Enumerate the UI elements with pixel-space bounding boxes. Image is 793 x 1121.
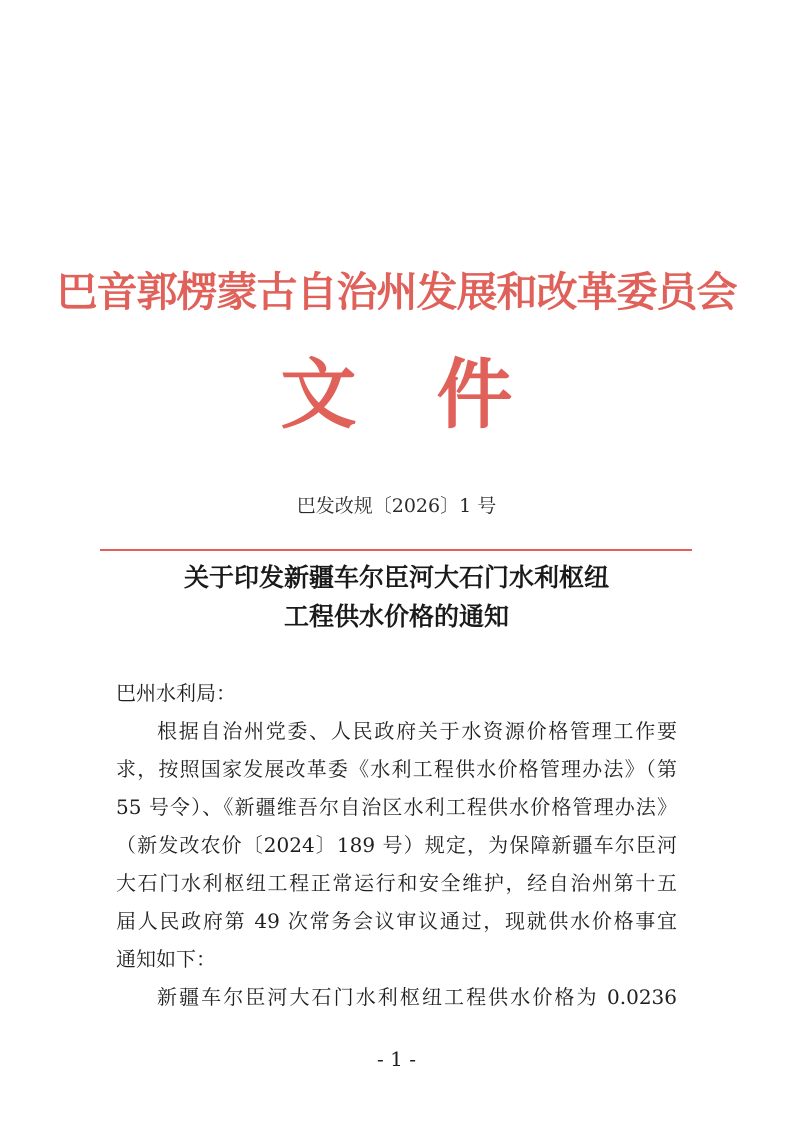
body-line: 届人民政府第 49 次常务会议审议通过，现就供水价格事宜: [116, 909, 677, 933]
issuing-organization: 巴音郭楞蒙古自治州发展和改革委员会: [56, 268, 737, 316]
body-line: （新发改农价〔2024〕189 号）规定，为保障新疆车尔臣河: [116, 833, 677, 857]
document-body: [116, 674, 677, 1016]
document-header-word: 文件: [280, 350, 593, 439]
page-number: - 1 -: [377, 1047, 416, 1071]
body-line: 新疆车尔臣河大石门水利枢纽工程供水价格为 0.0236: [157, 985, 677, 1009]
body-line: 求，按照国家发展改革委《水利工程供水价格管理办法》（第: [116, 757, 677, 781]
body-line: 通知如下：: [116, 947, 216, 971]
body-line: 55 号令）、《新疆维吾尔自治区水利工程供水价格管理办法》: [116, 795, 677, 819]
title-line-2: 工程供水价格的通知: [283, 602, 509, 631]
body-line: 根据自治州党委、人民政府关于水资源价格管理工作要: [157, 719, 677, 743]
salutation: 巴州水利局：: [116, 681, 236, 705]
document-number: 巴发改规〔2026〕1 号: [296, 495, 497, 517]
document-title: [80, 558, 713, 636]
title-line-1: 关于印发新疆车尔臣河大石门水利枢纽: [183, 563, 609, 592]
red-separator-line: [100, 549, 692, 551]
body-line: 大石门水利枢纽工程正常运行和安全维护，经自治州第十五: [116, 871, 677, 895]
